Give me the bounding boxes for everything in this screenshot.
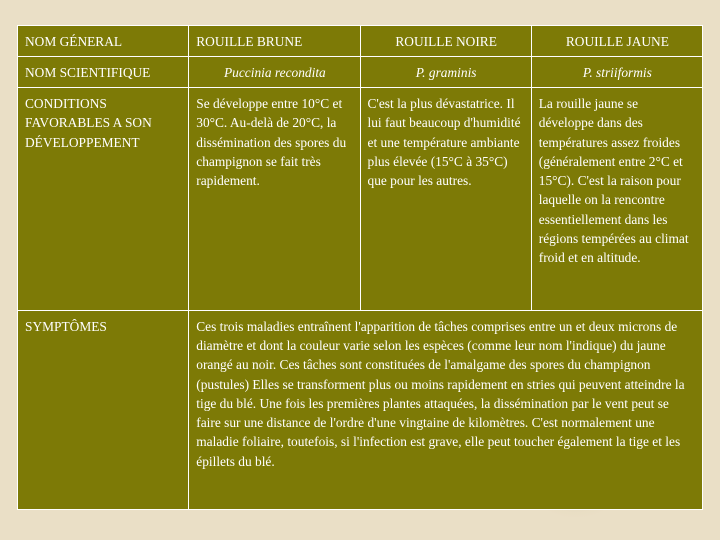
header-rouille-brune: ROUILLE BRUNE <box>189 26 360 57</box>
header-label-cell: NOM GÉNERAL <box>18 26 189 57</box>
conditions-rouille-noire: C'est la plus dévastatrice. Il lui faut beaucoup d'humidité et une température ambiante plus élevée (15°C à 35°C) que pour les autres. <box>360 88 531 311</box>
header-rouille-noire: ROUILLE NOIRE <box>360 26 531 57</box>
scientific-rouille-noire: P. graminis <box>360 57 531 88</box>
conditions-row <box>18 88 703 311</box>
symptoms-row <box>18 310 703 509</box>
conditions-rouille-brune: Se développe entre 10°C et 30°C. Au-delà de 20°C, la dissémination des spores du champignon se fait très rapidement. <box>189 88 360 311</box>
header-row <box>18 26 703 57</box>
symptoms-description: Ces trois maladies entraînent l'apparition de tâches comprises entre un et deux microns de diamètre et dont la couleur varie selon les espèces (comme leur nom l'indique) du jaune orangé au noir. Ces tâches sont constituées de l'amalgame des spores du champignon (pustules) Elles se transforment plus ou moins rapidement en stries qui peuvent atteindre la tige du blé. Une fois les premières plantes attaquées, la dissémination par le vent peut se faire sur une distance de l'ordre d'une vingtaine de kilomètres. C'est normalement une maladie foliaire, toutefois, si l'infection est grave, elle peut toucher également la tige et les épillets du blé. <box>189 310 703 509</box>
scientific-name-row <box>18 57 703 88</box>
symptoms-label-cell: SYMPTÔMES <box>18 310 189 509</box>
rust-comparison-table <box>17 25 703 510</box>
scientific-label-cell: NOM SCIENTIFIQUE <box>18 57 189 88</box>
conditions-label-cell: CONDITIONS FAVORABLES A SON DÉVELOPPEMENT <box>18 88 189 311</box>
scientific-rouille-brune: Puccinia recondita <box>189 57 360 88</box>
scientific-rouille-jaune: P. striiformis <box>531 57 702 88</box>
conditions-rouille-jaune: La rouille jaune se développe dans des températures assez froides (généralement entre 2°C et 15°C). C'est la raison pour laquelle on la rencontre essentiellement dans les régions tempérées au climat froid et en altitude. <box>531 88 702 311</box>
header-rouille-jaune: ROUILLE JAUNE <box>531 26 702 57</box>
